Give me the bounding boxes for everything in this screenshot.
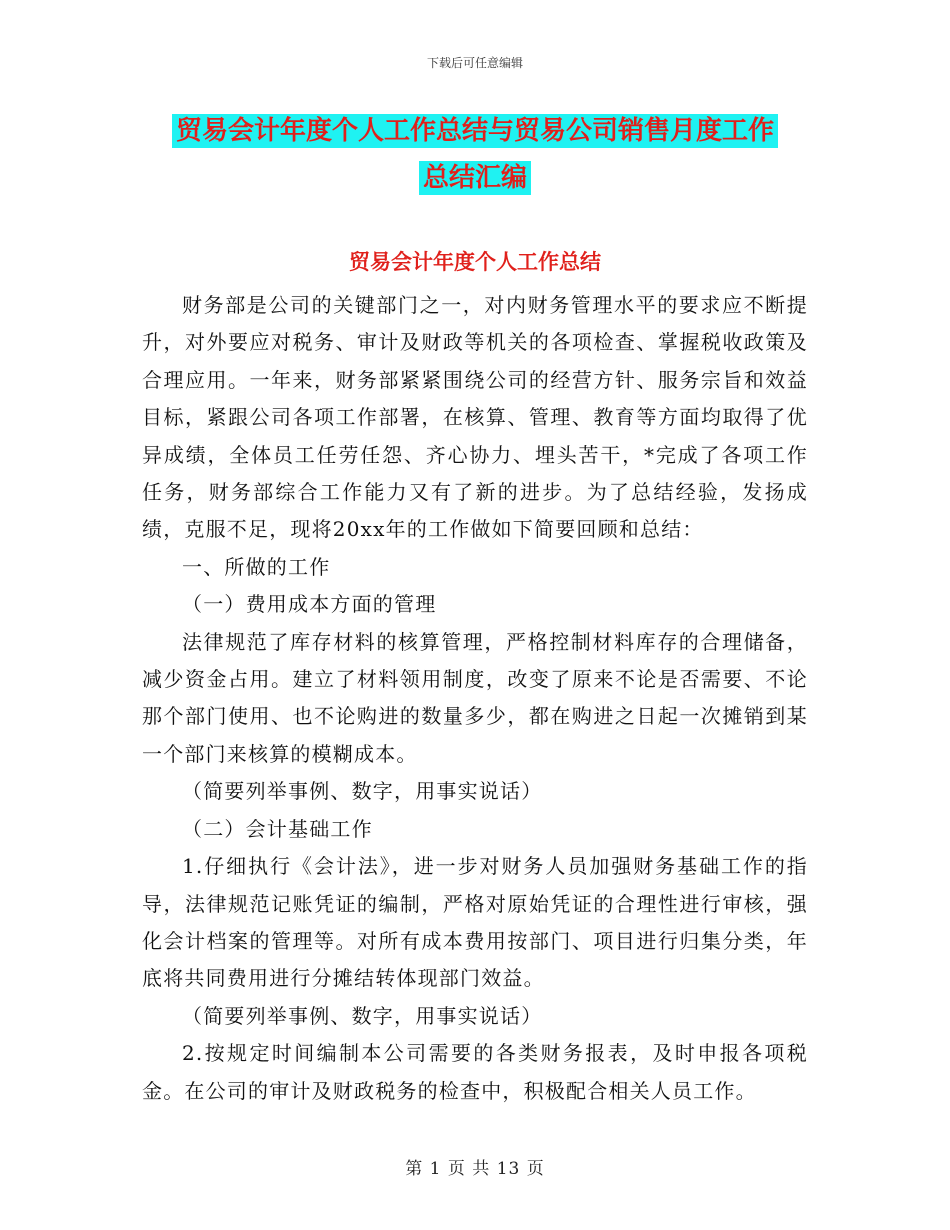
- section-title: 贸易会计年度个人工作总结: [349, 250, 601, 274]
- paragraph-intro: 财务部是公司的关键部门之一，对内财务管理水平的要求应不断提升，对外要应对税务、审计及财政等机关的各项检查、掌握税收政策及合理应用。一年来，财务部紧紧围绕公司的经营方针、服务宗旨和效益目标，紧跟公司各项工作部署，在核算、管理、教育等方面均取得了优异成绩，全体员工任劳任怨、齐心协力、埋头苦干，*完成了各项工作任务，财务部综合工作能力又有了新的进步。为了总结经验，发扬成绩，克服不足，现将20xx年的工作做如下简要回顾和总结：: [142, 293, 808, 542]
- document-title-line-1: 贸易会计年度个人工作总结与贸易公司销售月度工作: [172, 114, 778, 148]
- paragraph-example-note: （简要列举事例、数字，用事实说话）: [182, 1003, 543, 1028]
- paragraph-financial-reports: 2.按规定时间编制本公司需要的各类财务报表，及时申报各项税金。在公司的审计及财政税务的检查中，积极配合相关人员工作。: [142, 1041, 808, 1103]
- document-title: [0, 108, 950, 202]
- heading-work-done: 一、所做的工作: [182, 554, 331, 579]
- subheading-cost-management: （一）费用成本方面的管理: [182, 592, 437, 617]
- document-body: [142, 287, 808, 1110]
- paragraph-accounting-law: 1.仔细执行《会计法》，进一步对财务人员加强财务基础工作的指导，法律规范记账凭证的编制，严格对原始凭证的合理性进行审核，强化会计档案的管理等。对所有成本费用按部门、项目进行归集分类，年底将共同费用进行分摊结转体现部门效益。: [142, 854, 808, 991]
- paragraph-example-note: （简要列举事例、数字，用事实说话）: [182, 779, 543, 804]
- document-title-line-2: 总结汇编: [419, 161, 531, 195]
- paragraph-cost-management: 法律规范了库存材料的核算管理，严格控制材料库存的合理储备，减少资金占用。建立了材料领用制度，改变了原来不论是否需要、不论那个部门使用、也不论购进的数量多少，都在购进之日起一次摊销到某一个部门来核算的模糊成本。: [142, 629, 808, 766]
- subheading-accounting-basics: （二）会计基础工作: [182, 816, 373, 841]
- header-note: 下载后可任意编辑: [426, 56, 523, 70]
- page-footer: 第 1 页 共 13 页: [405, 1159, 545, 1179]
